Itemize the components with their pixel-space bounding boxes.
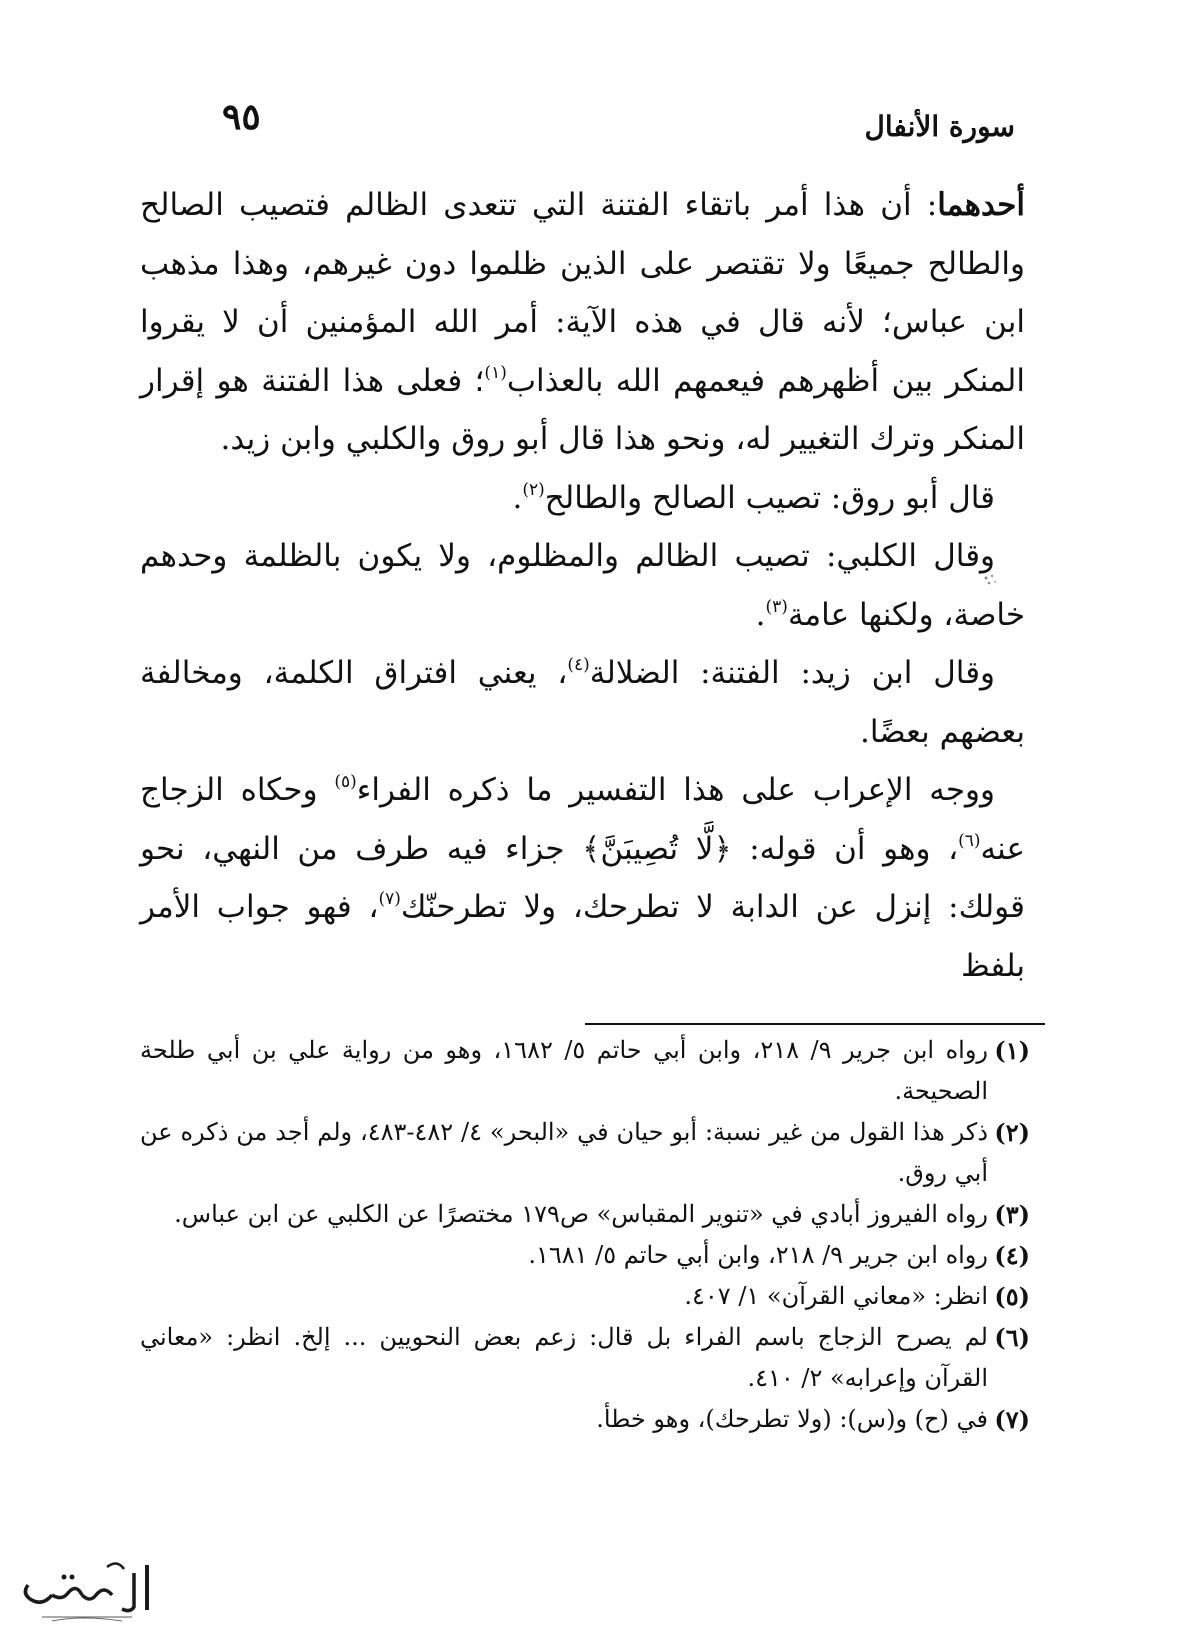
paragraph-text: ؛ فعلى هذا الفتنة هو إقرار المنكر وترك التغيير له، ونحو هذا قال أبو روق والكلبي وابن زيد.: [140, 362, 1025, 457]
footnote-ref-3: (٣): [765, 596, 788, 617]
footnote-number: (١): [994, 1036, 1030, 1065]
footnote-text: انظر: «معاني القرآن» ١/ ٤٠٧.: [684, 1282, 988, 1310]
footnote-2: [140, 1112, 1030, 1194]
paragraph-text: ، وهو أن قوله: ﴿لَّا تُصِيبَنَّ﴾ جزاء فيه طرف من النهي، نحو قولك: إنزل عن الدابة لا تطرحك، ولا تطرحنّك: [140, 830, 1025, 925]
logo-calligraphy-icon: [12, 1555, 162, 1625]
footnote-ref-4: (٤): [567, 655, 590, 675]
footnote-number: (٥): [994, 1282, 1030, 1311]
footnote-ref-5: (٥): [334, 772, 357, 792]
footnote-3: [140, 1194, 1030, 1235]
paragraph-text: : أن هذا أمر باتقاء الفتنة التي تتعدى الظالم فتصيب الصالح والطالح جميعًا ولا تقتصر على الذين ظلموا دون غيرهم، وهذا مذهب ابن عباس؛ لأنه قال في هذه الآية: أمر الله المؤمنين أن لا يقروا المنكر بين أظهرهم فيعمهم الله بالعذاب: [140, 187, 1025, 399]
paragraph-text: وقال ابن زيد: الفتنة: الضلالة: [589, 655, 995, 691]
footnote-4: [140, 1235, 1030, 1276]
paragraph-text: وحكاه الزجاج عنه: [140, 772, 1025, 867]
footnote-number: (٢): [994, 1118, 1030, 1147]
paragraph-3: [140, 527, 1025, 644]
publisher-logo: [12, 1555, 162, 1625]
footnote-ref-7: (٧): [378, 889, 401, 909]
paragraph-end: .: [755, 596, 766, 633]
footnote-number: (٦): [994, 1323, 1030, 1352]
footnote-number: (٤): [994, 1241, 1030, 1270]
paragraph-text: ووجه الإعراب على هذا التفسير ما ذكره الفراء: [356, 772, 995, 808]
bold-lead: أحدهما: [937, 187, 1025, 223]
footnote-text: في (ح) و(س): (ولا تطرحك)، وهو خطأ.: [596, 1405, 988, 1433]
paragraph-2: [140, 469, 1025, 528]
paragraph-end: .: [512, 479, 523, 516]
footnote-text: رواه ابن جرير ٩/ ٢١٨، وابن أبي حاتم ٥/ ١٦٨٢، وهو من رواية علي بن أبي طلحة الصحيحة.: [140, 1036, 988, 1105]
main-text: [140, 176, 1025, 995]
footnote-1: [140, 1030, 1030, 1112]
paragraph-4: [140, 644, 1025, 761]
margin-mark-icon: [980, 572, 1000, 590]
footnote-5: [140, 1276, 1030, 1317]
paragraph-text: قال أبو روق: تصيب الصالح والطالح: [544, 479, 995, 516]
footnote-ref-1: (١): [484, 362, 507, 383]
footnote-number: (٧): [994, 1405, 1030, 1434]
footnote-7: [140, 1399, 1030, 1440]
footnote-6: [140, 1317, 1030, 1399]
footnotes: [140, 1030, 1030, 1440]
paragraph-5: [140, 761, 1025, 995]
footnote-text: ذكر هذا القول من غير نسبة: أبو حيان في «البحر» ٤/ ٤٨٢-٤٨٣، ولم أجد من ذكره عن أبي روق.: [140, 1118, 989, 1187]
paragraph-text: وقال الكلبي: تصيب الظالم والمظلوم، ولا يكون بالظلمة وحدهم خاصة، ولكنها عامة: [140, 538, 1025, 633]
surah-title: سورة الأنفال: [864, 110, 1015, 143]
page-number: ٩٥: [222, 96, 261, 138]
footnote-ref-6: (٦): [958, 830, 981, 851]
footnote-number: (٣): [994, 1200, 1030, 1229]
paragraph-text: ، يعني افتراق الكلمة، ومخالفة بعضهم بعضًا.: [140, 655, 1025, 750]
footnote-divider: [585, 1023, 1045, 1025]
footnote-ref-2: (٢): [522, 479, 545, 500]
footnote-text: لم يصرح الزجاج باسم الفراء بل قال: زعم بعض النحويين ... إلخ. انظر: «معاني القرآن وإعرابه» ٢/ ٤١٠.: [140, 1323, 988, 1392]
footnote-text: رواه ابن جرير ٩/ ٢١٨، وابن أبي حاتم ٥/ ١٦٨١.: [528, 1241, 988, 1269]
paragraph-text: ، فهو جواب الأمر بلفظ: [140, 889, 1025, 984]
paragraph-1: [140, 176, 1025, 469]
footnote-text: رواه الفيروز أبادي في «تنوير المقباس» ص١٧٩ مختصرًا عن الكلبي عن ابن عباس.: [174, 1200, 988, 1228]
